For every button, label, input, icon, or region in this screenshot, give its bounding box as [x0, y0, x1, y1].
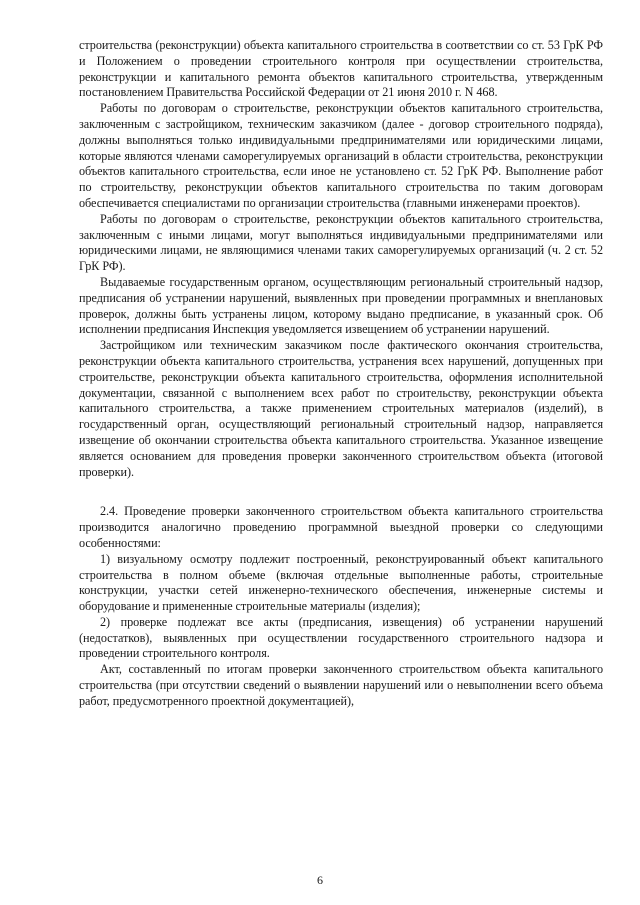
document-body	[79, 38, 603, 710]
paragraph-section-2-4: 2.4. Проведение проверки законченного строительством объекта капитального строительства производится аналогично проведению программной выездной проверки со следующими особенностями:	[79, 504, 603, 550]
paragraph-completion-notice: Застройщиком или техническим заказчиком после фактического окончания строительства, реконструкции объекта капитального строительства, устранения всех нарушений, допущенных при строительстве, реконструкции объекта капитального строительства, оформления исполнительной документации, связанной с выполнением всех работ по строительству, реконструкции объекта капитального строительства, а также применением строительных материалов (изделий), в государственный орган, осуществляющий региональный строительный надзор, направляется извещение об окончании строительства объекта капитального строительства. Указанное извещение является основанием для проведения проверки законченного строительством объекта (итоговой проверки).	[79, 338, 603, 479]
paragraph-sro-contracts: Работы по договорам о строительстве, реконструкции объектов капитального строительства, заключенным с застройщиком, техническим заказчиком (далее - договор строительного подряда), должны выполняться только индивидуальными предпринимателями или юридическими лицами, которые являются членами саморегулируемых организаций в области строительства, реконструкции объектов капитального строительства, если иное не установлено ст. 52 ГрК РФ. Выполнение работ по строительству, реконструкции объектов капитального строительства по таким договорам обеспечивается специалистами по организации строительства (главными инженерами проектов).	[79, 101, 603, 210]
paragraph-orders: Выдаваемые государственным органом, осуществляющим региональный строительный надзор, предписания об устранении нарушений, выявленных при проведении программных и внеплановых проверок, должны быть устранены лицом, которому выдано предписание, в указанный срок. Об исполнении предписания Инспекция уведомляется извещением об устранении нарушений.	[79, 274, 603, 337]
section-gap	[79, 480, 603, 504]
paragraph-other-contracts: Работы по договорам о строительстве, реконструкции объектов капитального строительства, заключенным с иными лицами, могут выполняться индивидуальными предпринимателями или юридическими лицами, не являющимися членами таких саморегулируемых организаций (ч. 2 ст. 52 ГрК РФ).	[79, 211, 603, 274]
page-number: 6	[317, 873, 323, 887]
list-item-1: 1) визуальному осмотру подлежит построенный, реконструированный объект капитального строительства в полном объеме (включая отдельные выполненные работы, строительные конструкции, участки сетей инженерно-технического обеспечения, инженерные системы и оборудование и примененные строительные материалы (изделия);	[79, 551, 603, 614]
paragraph-inspection-act: Акт, составленный по итогам проверки законченного строительством объекта капитального строительства (при отсутствии сведений о выявлении нарушений или о невыполнении всего объема работ, предусмотренного проектной документацией),	[79, 662, 603, 708]
list-item-2: 2) проверке подлежат все акты (предписания, извещения) об устранении нарушений (недостатков), выявленных при осуществлении государственного строительного надзора и проведении строительного контроля.	[79, 614, 603, 661]
paragraph-continuation: строительства (реконструкции) объекта капитального строительства в соответствии со ст. 53 ГрК РФ и Положением о проведении строительного контроля при осуществлении строительства, реконструкции и капитального ремонта объектов капитального строительства, утвержденным постановлением Правительства Российской Федерации от 21 июня 2010 г. N 468.	[79, 38, 603, 100]
